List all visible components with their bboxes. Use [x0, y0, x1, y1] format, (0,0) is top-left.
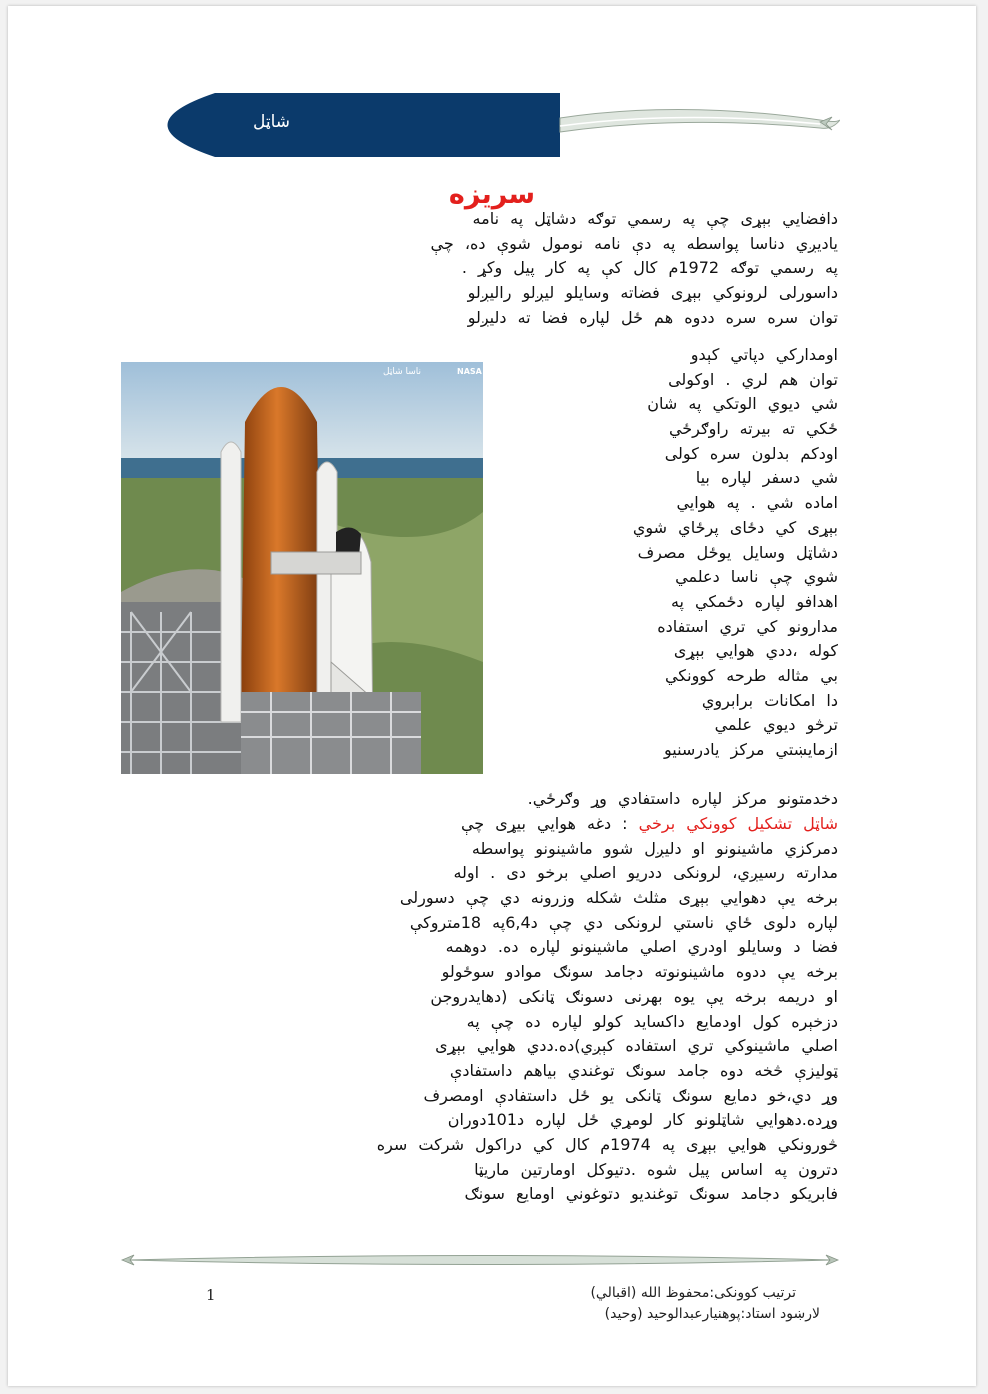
text-line: په رسمي توګه 1972م کال کې په کار پیل وکړ .	[461, 258, 838, 278]
photo-caption: ناسا شاټل	[383, 367, 421, 377]
text-line: مدارته رسیږي، لرونکی ددریو اصلي برخو دی . اوله	[453, 863, 838, 883]
text-line: توان هم لري . اوکولی	[668, 369, 838, 389]
text-line: شي دیوي الوتکي په شان	[647, 394, 838, 414]
text-line: اماده شي . په هوایي	[676, 493, 838, 513]
nasa-brand: NASA	[457, 367, 482, 376]
header-title: شاټل	[253, 112, 291, 132]
text-line: دمرکزي ماشینونو او دلیږل شوو ماشینونو پواسطه	[471, 838, 838, 858]
text-line: شوي چې ناسا دعلمي	[675, 567, 838, 587]
section-lead-line	[118, 812, 838, 837]
text-line: کوله ،ددي هوايي بېړی	[673, 641, 838, 661]
text-line: اهدافو لپاره دځمکي په	[670, 591, 838, 611]
section-lead: : دغه هوايي بيړی چې	[460, 814, 639, 833]
text-line: وړ دي،خو دمایع سونګ ټانکی یو ځل داستفادې اومصرف	[423, 1085, 838, 1105]
text-line: ترڅو ديوي علمي	[714, 715, 838, 735]
section-paragraph	[118, 812, 838, 1207]
text-line: دا امکانات برابروي	[701, 690, 838, 710]
footer-supervisor: لارښود استاد:پوهنیارعبدالوحید (وحید)	[604, 1306, 820, 1322]
text-line: اصلي ماشینوکي تري استفاده کېږي)ده.ددي هوايي بېړی	[435, 1036, 838, 1056]
text-line: برخه يې ددوه ماشینونوته دجامد سونګ موادو سوځولو	[441, 962, 838, 982]
text-line: وړده.دهوايي شاټلونو کار لومړي ځل لپاره د101دوران	[447, 1110, 838, 1130]
text-line: فضا د وسایلو اودري اصلي ماشینونو لپاره ده. دوهمه	[445, 937, 838, 957]
page-heading: سریزه	[448, 179, 536, 210]
side-column-text	[486, 343, 838, 763]
text-line: توان سره سره ددوه هم ځل لپاره فضا ته دلیږلو	[467, 307, 838, 327]
text-line: ازمایښتي مرکز یادرسنیو	[663, 740, 838, 759]
footer-compiler: ترتیب کوونکی:محفوظ الله (اقبالي)	[590, 1285, 796, 1301]
text-line: شي دسفر لپاره بیا	[695, 468, 838, 488]
header-banner	[120, 90, 840, 160]
closing-line	[118, 787, 838, 812]
text-line: دخدمتونو مرکز لپاره داستفادي وړ وګرځي.	[527, 789, 838, 808]
text-line: داسورلی لرونوکي بېړی فضاته وسایلو لیږلو رالیږلو	[467, 283, 838, 303]
text-line: لپاره دلوی ځاي ناستي لرونکی دي چې د6,4په 18متروکې	[409, 912, 838, 932]
text-line: او دریمه برخه يې یوه بهرنی دسونګ ټانکی (دهایدروجن	[430, 986, 838, 1006]
text-line: دشاټل وسایل یوځل مصرف	[637, 542, 838, 562]
text-line: یادیږي دناسا پواسطه په دې نامه نومول شوې ده، چې	[430, 233, 838, 253]
text-line: دترون په اساس پیل شوه .دتیوکل اومارتین ماریټا	[474, 1159, 838, 1179]
text-line: څورونکي هوايي بېړی په 1974م کال کي دراکول شرکت سره	[376, 1134, 838, 1154]
document-page	[8, 6, 976, 1386]
text-line: ځکي ته بیرته راوګرځي	[668, 419, 838, 439]
space-shuttle-photo	[121, 362, 483, 774]
page-number: 1	[206, 1286, 216, 1304]
text-line: برخه يې دهوايي بېړی مثلث شکله وزرونه دي چې دسورلی	[399, 888, 838, 908]
footer-divider	[120, 1253, 840, 1267]
text-line: مدارونو کي تري استفاده	[657, 616, 838, 636]
text-line: فابریکو دجامد سونګ توغندیو دتوغوني اومایع سونګ	[464, 1184, 838, 1204]
intro-paragraph	[118, 207, 838, 330]
text-line: بي مثاله طرحه کوونکي	[664, 665, 838, 685]
text-line: اومدارکي دپاتي کېدو	[690, 345, 838, 364]
shuttle-launch-pad-image	[121, 362, 483, 774]
section-label: شاټل تشکیل کوونکي برخي	[638, 814, 838, 833]
text-line: اودکم بدلون سره کولی	[664, 443, 838, 463]
text-line: دزخېره کول اودمایع داکساید کولو لپاره ده چې په	[466, 1011, 838, 1031]
text-line: ټولیزې څخه دوه جامد سونګ توغندي بیاهم داستفادې	[449, 1060, 838, 1080]
text-line: بېړی کي دځای پرځاي شوي	[632, 517, 838, 537]
text-line: دافضايي بېړی چې په رسمي توګه دشاټل په نامه	[472, 209, 838, 228]
